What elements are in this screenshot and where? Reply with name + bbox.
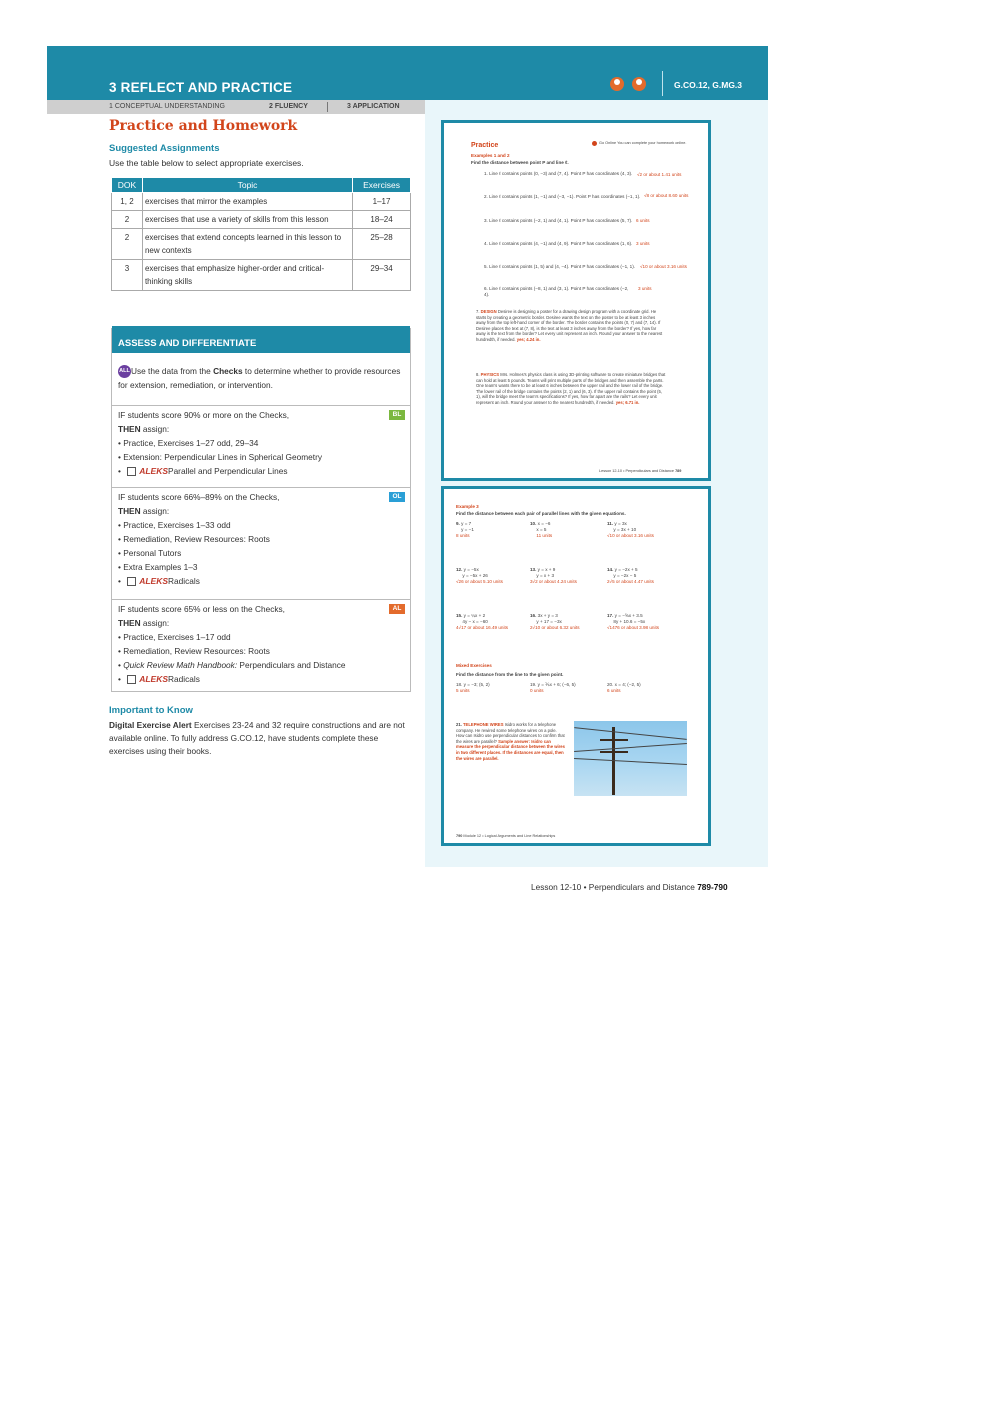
col-header-dok: DOK: [112, 178, 143, 193]
al-if-line: IF students score 65% or less on the Checks,: [118, 604, 285, 614]
exercise-item: 13. y = x + 9 y = x + 3 3√2 or about 4.24 units: [530, 567, 577, 584]
mixed-label: Mixed Exercises: [456, 663, 492, 668]
example-label: Example 3: [456, 504, 479, 509]
answer: √8 or about 8.60 units: [644, 193, 689, 198]
phase-divider: [327, 102, 328, 112]
mixed-instructions: Find the distance from the line to the given point.: [456, 672, 564, 677]
list-item: • Practice, Exercises 1–33 odd: [118, 520, 231, 530]
exercise-21: 21. TELEPHONE WIRES Isidro works for a telephone company. He rewired some telephone wires on a pole. How can Isidro use perpendicular distances to confirm that the wires are parallel? Sample answer: Isidro can measure the perpendicular distance between the wires in two different places. If the distances are equal, then the wires are parallel.: [456, 722, 565, 761]
list-item: • ALEKSRadicals: [118, 576, 200, 586]
exercises-cell: 29–34: [353, 260, 411, 291]
standards-label: G.CO.12, G.MG.3: [674, 80, 743, 90]
aleks-icon: [127, 577, 136, 586]
aleks-logo: ALEKS: [139, 576, 169, 586]
page-title: Practice: [471, 142, 499, 149]
dok-cell: 2: [112, 229, 143, 260]
answer: √10 or about 3.16 units: [640, 264, 687, 269]
table-row: [112, 193, 411, 211]
table-row: [112, 211, 411, 229]
go-online-note: Go Online You can complete your homework online.: [592, 140, 702, 146]
person-icon: [610, 77, 624, 91]
exercise-item: 12. y = −5x y = −5x + 26 √26 or about 5.10 units: [456, 567, 503, 584]
bl-badge: BL: [389, 410, 405, 420]
bl-if-line: IF students score 90% or more on the Checks,: [118, 410, 290, 420]
examples-label: Examples 1 and 2: [471, 153, 510, 158]
telephone-pole-photo: [574, 721, 687, 796]
al-block: [112, 599, 410, 691]
list-item: • Extra Examples 1–3: [118, 562, 198, 572]
section-header: [47, 46, 768, 100]
exercise-item: 9. y = 7 y = −1 8 units: [456, 521, 474, 538]
page-footer-main: Lesson 12-10 • Perpendiculars and Distance 789-790: [531, 882, 728, 892]
exercise-item: 17. y = −⅝x + 3.5 8y + 10.6 = −5x √1476 or about 3.98 units: [607, 613, 660, 630]
col-header-exercises: Exercises: [353, 178, 411, 193]
exercises-cell: 25–28: [353, 229, 411, 260]
exercise-item: 10. x = −6 x = 5 11 units: [530, 521, 553, 538]
aleks-logo: ALEKS: [139, 466, 169, 476]
list-item: • Quick Review Math Handbook: Perpendiculars and Distance: [118, 660, 346, 670]
exercise-item: 14. y = −2x + 5 y = −2x − 5 2√5 or about 4.47 units: [607, 567, 654, 584]
answer: 6 units: [636, 218, 650, 223]
exercise-item: 19. y = ⅙x + 6; (−6, 5) 0 units: [530, 682, 576, 693]
phase-fluency: 2 FLUENCY: [269, 103, 308, 110]
page-footer: 790 Module 12 • Logical Arguments and Line Relationships: [456, 834, 556, 838]
list-item: • ALEKSRadicals: [118, 674, 200, 684]
exercise-7: 7. DESIGN Desiree is designing a poster for a drawing design program with a coordinate grid. He starts by creating a geometric border. Desiree wants the text on the poster to be at least 3 inches away from the top left-hand corner of the border. The border contains the points (0, 7) and (7, 14). If Desiree places the text at (7, 8), is the text at least 3 inches away from the border? If yes, how far away is the text from the border? Let every unit represent an inch. Round your answer to the nearest hundredth, if needed. yes; 4.24 in.: [476, 309, 663, 342]
suggested-heading: Suggested Assignments: [109, 143, 220, 154]
dok-cell: 2: [112, 211, 143, 229]
table-row: [112, 229, 411, 260]
ol-then: THEN assign:: [118, 506, 170, 516]
topic-cell: exercises that extend concepts learned in this lesson to new contexts: [142, 229, 352, 260]
student-page-790: [441, 486, 711, 846]
list-item: • Extension: Perpendicular Lines in Spherical Geometry: [118, 452, 322, 462]
instructions: Find the distance between point P and line ℓ.: [471, 160, 569, 165]
list-item: • Remediation, Review Resources: Roots: [118, 534, 270, 544]
people-icon: [632, 77, 646, 91]
exercise-item: 5. Line ℓ contains points (1, 5) and (4, −4). Point P has coordinates (−1, 1).: [484, 264, 636, 269]
dok-cell: 3: [112, 260, 143, 291]
ol-block: [112, 487, 410, 599]
phase-application: 3 APPLICATION: [347, 103, 400, 110]
exercise-item: 6. Line ℓ contains points (−8, 1) and (3, 1). Point P has coordinates (−2, 4).: [484, 286, 629, 297]
bl-then: THEN assign:: [118, 424, 170, 434]
answer: 3 units: [636, 241, 650, 246]
dok-table: [111, 177, 411, 291]
important-heading: Important to Know: [109, 705, 193, 716]
list-item: • Remediation, Review Resources: Roots: [118, 646, 270, 656]
table-instruction: Use the table below to select appropriate exercises.: [109, 158, 304, 168]
ol-if-line: IF students score 66%–89% on the Checks,: [118, 492, 280, 502]
exercise-item: 20. x = 4; (−2, 5) 6 units: [607, 682, 641, 693]
header-icons: [610, 77, 646, 91]
aleks-icon: [127, 467, 136, 476]
al-then: THEN assign:: [118, 618, 170, 628]
exercise-item: 15. y = ¼x + 2 4y − x = −60 4√17 or about 16.49 units: [456, 613, 509, 630]
assess-intro: ALLUse the data from the Checks to determine whether to provide resources for extension, remediation, or intervention.: [118, 366, 401, 391]
aleks-icon: [127, 675, 136, 684]
list-item: • Personal Tutors: [118, 548, 182, 558]
al-badge: AL: [389, 604, 405, 614]
phase-bar: [47, 100, 425, 114]
answer: 3 units: [638, 286, 652, 291]
col-header-topic: Topic: [142, 178, 352, 193]
topic-cell: exercises that mirror the examples: [142, 193, 352, 211]
exercise-item: 3. Line ℓ contains points (−2, 1) and (4, 1). Point P has coordinates (5, 7).: [484, 218, 633, 223]
exercises-cell: 1–17: [353, 193, 411, 211]
exercise-item: 18. y = −3; (5, 2) 5 units: [456, 682, 490, 693]
list-item: • ALEKSParallel and Perpendicular Lines: [118, 466, 288, 476]
student-page-789: [441, 120, 711, 481]
phase-conceptual: 1 CONCEPTUAL UNDERSTANDING: [109, 103, 225, 110]
digital-alert: Digital Exercise Alert Exercises 23-24 and 32 require constructions and are not available online. To fully address G.CO.12, have students complete these exercises using their books.: [109, 720, 405, 756]
exercise-item: 1. Line ℓ contains points (0, −3) and (7, 4). Point P has coordinates (4, 3).: [484, 171, 633, 176]
table-header-row: [112, 178, 411, 193]
exercise-8: 8. PHYSICS Mrs. Holmes's physics class is using 3D-printing software to create miniature bridges that can hold at least 5 pounds. Teams will print multiple parts of the bridges and then assemble the parts. One team's wants there to be at least 6 inches between the upper rail and the lower rail of the bridge. The lower rail of the bridge contains the points (2, 1) and (6, 3). If the upper rail contains the point (5, 1), will the bridge meet the team's specifications? If yes, how far apart are the rails? Let every unit represent an inch. Round your answer to the nearest hundredth, if needed. yes; 6.71 in.: [476, 372, 666, 405]
practice-heading: Practice and Homework: [109, 118, 298, 134]
assess-differentiate-box: [111, 328, 411, 692]
ol-badge: OL: [389, 492, 405, 502]
aleks-logo: ALEKS: [139, 674, 169, 684]
page-footer: Lesson 12-10 • Perpendiculars and Distance 789: [599, 469, 682, 473]
exercise-item: 16. 3x + y = 3 y + 17 = −3x 2√10 or about 6.32 units: [530, 613, 580, 630]
exercise-item: 11. y = 3x y = 3x + 10 √10 or about 3.16 units: [607, 521, 654, 538]
dok-cell: 1, 2: [112, 193, 143, 211]
bl-block: [112, 405, 410, 487]
topic-cell: exercises that use a variety of skills from this lesson: [142, 211, 352, 229]
section-title: 3 REFLECT AND PRACTICE: [109, 80, 293, 95]
all-learners-icon: ALL: [118, 365, 131, 378]
list-item: • Practice, Exercises 1–17 odd: [118, 632, 231, 642]
exercises-cell: 18–24: [353, 211, 411, 229]
topic-cell: exercises that emphasize higher-order and critical-thinking skills: [142, 260, 352, 291]
header-divider: [662, 71, 663, 96]
assess-heading: ASSESS AND DIFFERENTIATE: [112, 329, 410, 353]
list-item: • Practice, Exercises 1–27 odd, 29–34: [118, 438, 259, 448]
table-row: [112, 260, 411, 291]
go-online-icon: [592, 141, 597, 146]
exercise-item: 2. Line ℓ contains points (1, −1) and (−3, −1). Point P has coordinates (−1, 1).: [484, 194, 641, 199]
instructions: Find the distance between each pair of parallel lines with the given equations.: [456, 511, 626, 516]
exercise-item: 4. Line ℓ contains points (4, −1) and (4, 9). Point P has coordinates (1, 6).: [484, 241, 633, 246]
answer: √2 or about 1.41 units: [637, 172, 682, 177]
